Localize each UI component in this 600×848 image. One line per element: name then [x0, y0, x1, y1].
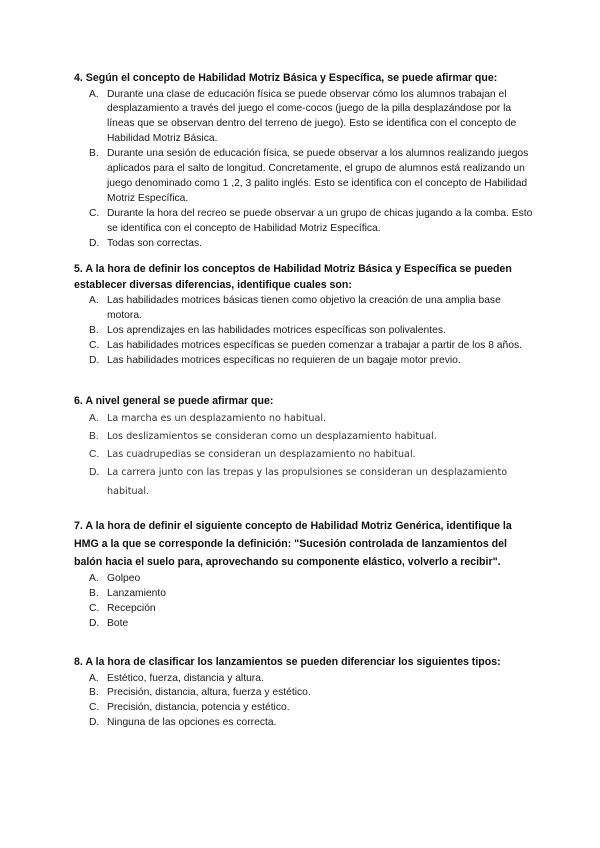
- option-letter: A.: [89, 412, 99, 424]
- option-letter: D.: [89, 618, 100, 630]
- option-b: [74, 428, 536, 446]
- option-d: [74, 354, 536, 369]
- option-a: [74, 672, 536, 687]
- option-letter: A.: [89, 88, 99, 100]
- question-6: [74, 394, 536, 501]
- question-title: 8. A la hora de clasificar los lanzamientos se pueden diferenciar los siguientes tipos:: [74, 656, 501, 668]
- option-c: [74, 446, 536, 464]
- question-title: 5. A la hora de definir los conceptos de Habilidad Motriz Básica y Específica se pueden establecer diversas diferencias, identifique cuales son:: [74, 263, 512, 291]
- option-letter: A.: [89, 573, 99, 585]
- option-a: [74, 410, 536, 428]
- option-text: Lanzamiento: [107, 588, 166, 600]
- option-letter: C.: [89, 449, 100, 461]
- option-a: [74, 572, 536, 587]
- option-d: [74, 237, 536, 252]
- option-d: [74, 716, 536, 731]
- option-a: [74, 88, 536, 148]
- option-text: Los deslizamientos se consideran como un desplazamiento habitual.: [107, 430, 437, 442]
- options-list: [74, 572, 536, 632]
- option-text: Todas son correctas.: [107, 237, 203, 249]
- option-letter: D.: [89, 717, 100, 729]
- question-title: 7. A la hora de definir el siguiente concepto de Habilidad Motriz Genérica, identifique la HMG a la que se corresponde la definición: "Sucesión controlada de lanzamientos del balón hacia el suelo para, aprovechando su componente elástico, volverlo a recibir".: [74, 520, 512, 568]
- option-text: Recepción: [107, 603, 156, 615]
- option-b: [74, 587, 536, 602]
- option-letter: C.: [89, 702, 100, 714]
- option-text: Durante una sesión de educación física, se puede observar a los alumnos realizando juegos aplicados para el salto de longitud. Concretamente, el grupo de alumnos está realizando un juego denominado como 1 ,2, 3 palito inglés. Esto se identifica con el concepto de Habilidad Motriz Específica.: [107, 148, 529, 204]
- option-text: La marcha es un desplazamiento no habitual.: [107, 412, 327, 424]
- option-letter: C.: [89, 207, 100, 219]
- option-letter: D.: [89, 467, 100, 479]
- option-a: [74, 294, 536, 324]
- option-text: Estético, fuerza, distancia y altura.: [107, 672, 264, 684]
- option-letter: A.: [89, 672, 99, 684]
- option-text: Golpeo: [107, 573, 141, 585]
- question-8: [74, 655, 536, 731]
- question-4: [74, 71, 536, 251]
- question-7: [74, 518, 536, 632]
- options-list: [74, 88, 536, 252]
- option-text: Las habilidades motrices específicas se pueden comenzar a trabajar a partir de los 8 años.: [107, 339, 522, 351]
- option-b: [74, 324, 536, 339]
- option-letter: B.: [89, 430, 99, 442]
- option-text: Las habilidades motrices específicas no requieren de un bagaje motor previo.: [107, 354, 461, 366]
- option-letter: D.: [89, 237, 100, 249]
- option-letter: B.: [89, 687, 99, 699]
- option-text: Durante la hora del recreo se puede observar a un grupo de chicas jugando a la comba. Esto se identifica con el concepto de Habilidad Motriz Específica.: [107, 207, 533, 234]
- option-letter: B.: [89, 588, 99, 600]
- option-text: Ninguna de las opciones es correcta.: [107, 717, 277, 729]
- options-list: [74, 410, 536, 501]
- option-c: [74, 207, 536, 237]
- option-b: [74, 686, 536, 701]
- option-text: Bote: [107, 618, 129, 630]
- option-d: [74, 464, 536, 501]
- option-letter: C.: [89, 603, 100, 615]
- option-text: Durante una clase de educación física se puede observar cómo los alumnos trabajan el desplazamiento a través del juego el come-cocos (juego de la pilla desplazándose por la líneas que se observan dentro del terreno de juego). Esto se identifica con el concepto de Habilidad Motriz Básica.: [107, 88, 517, 145]
- option-d: [74, 617, 536, 632]
- option-letter: C.: [89, 339, 100, 351]
- option-letter: A.: [89, 295, 99, 306]
- option-text: Las cuadrupedias se consideran un desplazamiento no habitual.: [107, 449, 416, 461]
- option-text: Los aprendizajes en las habilidades motrices específicas son polivalentes.: [107, 324, 446, 336]
- option-text: Precisión, distancia, altura, fuerza y estético.: [107, 687, 311, 699]
- question-5: [74, 262, 536, 369]
- options-list: [74, 294, 536, 369]
- option-c: [74, 701, 536, 716]
- option-text: Las habilidades motrices básicas tienen como objetivo la creación de una amplia base motora.: [107, 295, 501, 321]
- option-b: [74, 147, 536, 207]
- option-letter: B.: [89, 324, 99, 336]
- option-c: [74, 602, 536, 617]
- option-c: [74, 339, 536, 354]
- option-letter: D.: [89, 354, 100, 366]
- options-list: [74, 672, 536, 732]
- option-text: Precisión, distancia, potencia y estético.: [107, 702, 290, 714]
- option-letter: B.: [89, 148, 99, 160]
- question-title: 4. Según el concepto de Habilidad Motriz Básica y Específica, se puede afirmar que:: [74, 72, 498, 84]
- question-title: 6. A nivel general se puede afirmar que:: [74, 395, 274, 407]
- option-text: La carrera junto con las trepas y las propulsiones se consideran un desplazamiento habitual.: [107, 467, 508, 497]
